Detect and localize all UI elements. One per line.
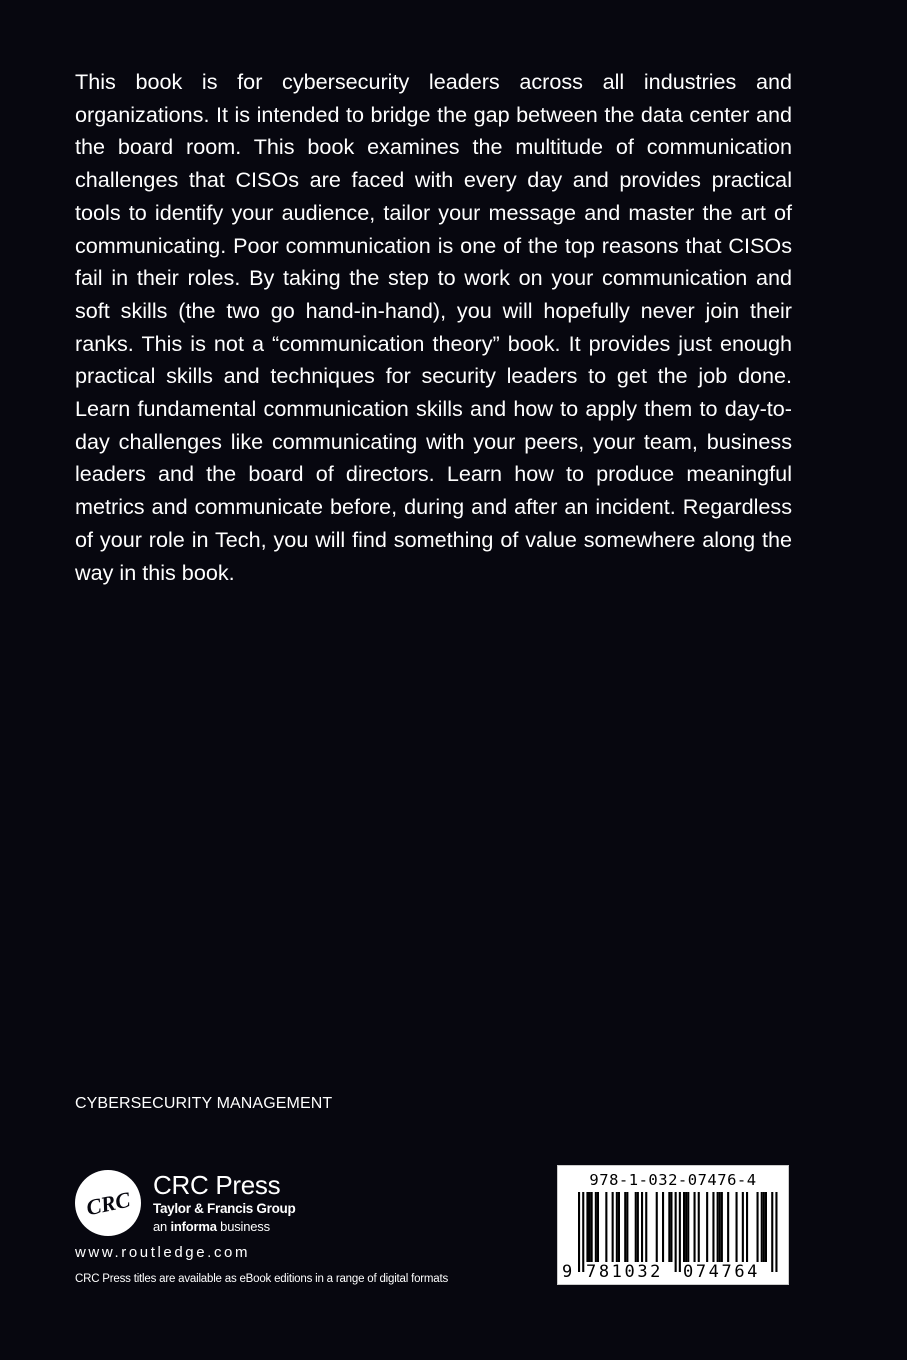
- barcode-bar: [757, 1192, 759, 1262]
- barcode-bar: [675, 1192, 677, 1272]
- business-suffix: business: [216, 1219, 270, 1234]
- barcode-bar: [685, 1192, 687, 1262]
- barcode-bar: [706, 1192, 708, 1262]
- ebook-formats-note: CRC Press titles are available as eBook editions in a range of digital formats: [75, 1273, 449, 1285]
- ean-first-digit: 9: [562, 1262, 573, 1282]
- barcode-bar: [765, 1192, 767, 1262]
- barcode-bar: [641, 1192, 643, 1262]
- barcode-bar: [618, 1192, 620, 1262]
- barcode-bar: [771, 1192, 773, 1272]
- barcode-bar: [612, 1192, 614, 1262]
- barcode-bar: [624, 1192, 626, 1262]
- barcode-bar: [775, 1192, 777, 1272]
- barcode-bar: [712, 1192, 714, 1262]
- barcode-bar: [727, 1192, 729, 1262]
- business-prefix: an: [153, 1219, 171, 1234]
- barcode-bar: [605, 1192, 607, 1262]
- crc-logo-mark: [75, 1170, 141, 1236]
- barcode-bar: [626, 1192, 628, 1262]
- publisher-text: [153, 1170, 295, 1236]
- barcode-bar: [662, 1192, 664, 1262]
- barcode-bar: [719, 1192, 721, 1262]
- publisher-business-line: [153, 1218, 295, 1236]
- barcode-bar: [698, 1192, 700, 1262]
- barcode-bar: [589, 1192, 591, 1262]
- barcode-bar: [591, 1192, 593, 1262]
- publisher-block: [75, 1170, 295, 1236]
- crc-logo-icon: [75, 1170, 141, 1236]
- barcode-bar: [763, 1192, 765, 1262]
- ean-right-digits: 074764: [683, 1262, 761, 1282]
- barcode-bar: [694, 1192, 696, 1262]
- barcode-bar: [616, 1192, 618, 1262]
- barcode-bar: [635, 1192, 637, 1262]
- barcode-bar: [578, 1192, 580, 1272]
- ean-left-digits: 781032: [586, 1262, 664, 1282]
- barcode-bar: [597, 1192, 599, 1262]
- isbn-barcode: [557, 1165, 789, 1285]
- barcode-bar: [736, 1192, 738, 1262]
- publisher-group: Taylor & Francis Group: [153, 1201, 296, 1216]
- barcode-bar: [656, 1192, 658, 1262]
- barcode-bar: [670, 1192, 672, 1262]
- barcode-bar: [582, 1192, 584, 1272]
- book-description: This book is for cybersecurity leaders across all industries and organizations. It is intended to bridge the gap between the data center and the board room. This book examines the multitude of communication challenges that CISOs are faced with every day and provides practical tools to identify your audience, tailor your message and master the art of communicating. Poor communication is one of the top reasons that CISOs fail in their roles. By taking the step to work on your communication and soft skills (the two go hand-in-hand), you will hopefully never join their ranks. This is not a “communication theory” book. It provides just enough practical skills and techniques for security leaders to get the job done. Learn fundamental communication skills and how to apply them to day-to-day challenges like communicating with your peers, your team, business leaders and the board of directors. Learn how to produce meaningful metrics and communicate before, during and after an incident. Regardless of your role in Tech, you will find something of value somewhere along the way in this book.: [75, 69, 792, 585]
- subject-category: CYBERSECURITY MANAGEMENT: [75, 1095, 333, 1112]
- barcode-bar: [683, 1192, 685, 1262]
- barcode-bar: [721, 1192, 723, 1262]
- barcode-bar: [687, 1192, 689, 1262]
- barcode-bar: [742, 1192, 744, 1262]
- barcode-bar: [637, 1192, 639, 1262]
- barcode-bar: [717, 1192, 719, 1262]
- barcode-bar: [668, 1192, 670, 1262]
- barcode-bar: [586, 1192, 588, 1262]
- crc-logo-lettering: CRC: [83, 1186, 133, 1221]
- barcode-bar: [679, 1192, 681, 1272]
- barcode-bar: [746, 1192, 748, 1262]
- business-brand: informa: [170, 1219, 217, 1234]
- barcode-bar: [645, 1192, 647, 1262]
- isbn-text: 978-1-032-07476-4: [589, 1171, 757, 1189]
- barcode-bar: [595, 1192, 597, 1262]
- publisher-website: www.routledge.com: [75, 1244, 251, 1261]
- barcode-bar: [761, 1192, 763, 1262]
- publisher-name: CRC Press: [153, 1170, 281, 1200]
